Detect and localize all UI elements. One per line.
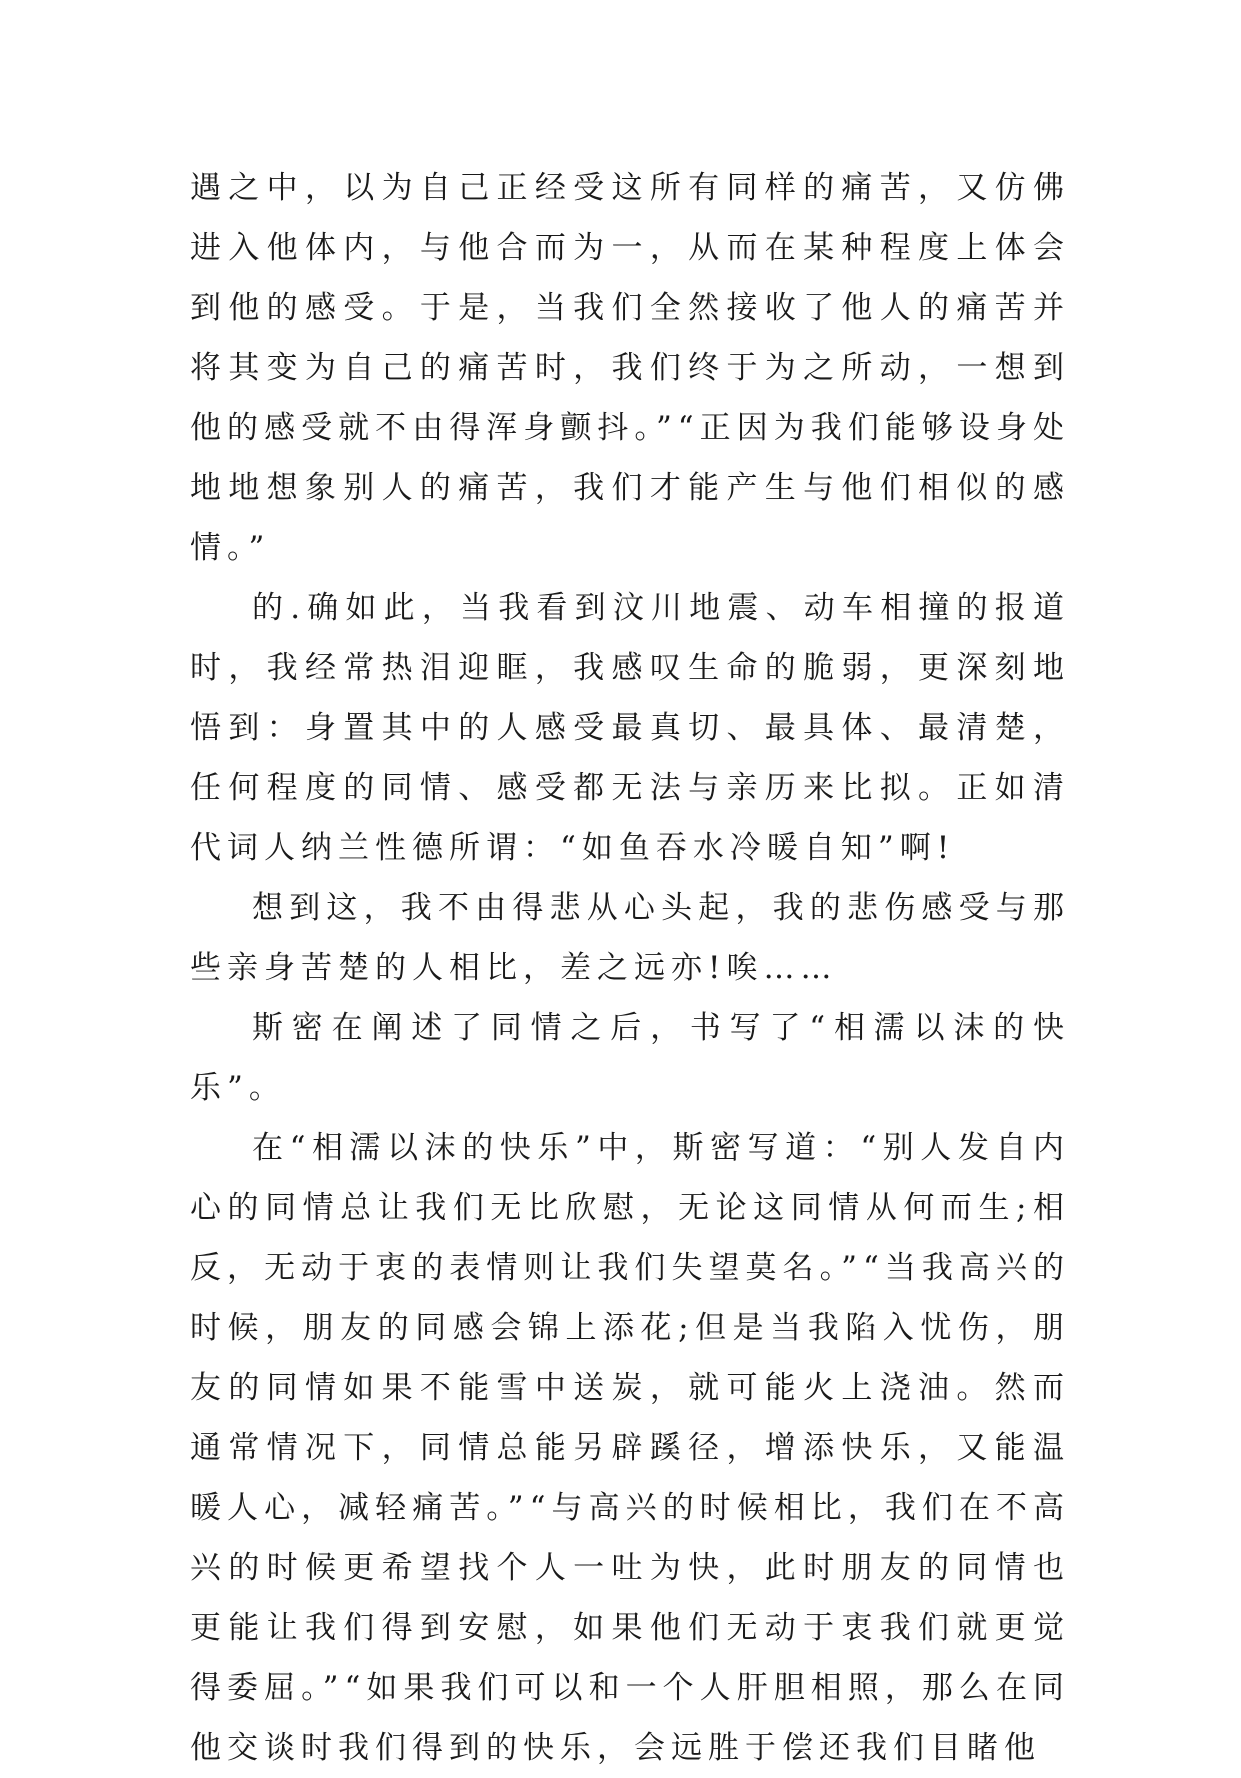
body-text bbox=[190, 158, 1070, 1778]
paragraph-2: 的.确如此，当我看到汶川地震、动车相撞的报道时，我经常热泪迎眶，我感叹生命的脆弱，更深刻地悟到：身置其中的人感受最真切、最具体、最清楚，任何程度的同情、感受都无法与亲历来比拟。正如清代词人纳兰性德所谓：“如鱼吞水冷暖自知”啊! bbox=[190, 590, 1070, 866]
paragraph-1: 遇之中，以为自己正经受这所有同样的痛苦，又仿佛进入他体内，与他合而为一，从而在某种程度上体会到他的感受。于是，当我们全然接收了他人的痛苦并将其变为自己的痛苦时，我们终于为之所动，一想到他的感受就不由得浑身颤抖。”“正因为我们能够设身处地地想象别人的痛苦，我们才能产生与他们相似的感情。” bbox=[190, 170, 1070, 566]
paragraph-5: 在“相濡以沫的快乐”中，斯密写道：“别人发自内心的同情总让我们无比欣慰，无论这同情从何而生;相反，无动于衷的表情则让我们失望莫名。”“当我高兴的时候，朋友的同感会锦上添花;但是当我陷入忧伤，朋友的同情如果不能雪中送炭，就可能火上浇油。然而通常情况下，同情总能另辟蹊径，增添快乐，又能温暖人心，减轻痛苦。”“与高兴的时候相比，我们在不高兴的时候更希望找个人一吐为快，此时朋友的同情也更能让我们得到安慰，如果他们无动于衷我们就更觉得委屈。”“如果我们可以和一个人肝胆相照，那么在同他交谈时我们得到的快乐，会远胜于偿还我们目睹他 bbox=[190, 1130, 1070, 1766]
paragraph-4: 斯密在阐述了同情之后，书写了“相濡以沫的快乐”。 bbox=[190, 1010, 1070, 1106]
paragraph-3: 想到这，我不由得悲从心头起，我的悲伤感受与那些亲身苦楚的人相比，差之远亦!唉…… bbox=[190, 890, 1070, 986]
